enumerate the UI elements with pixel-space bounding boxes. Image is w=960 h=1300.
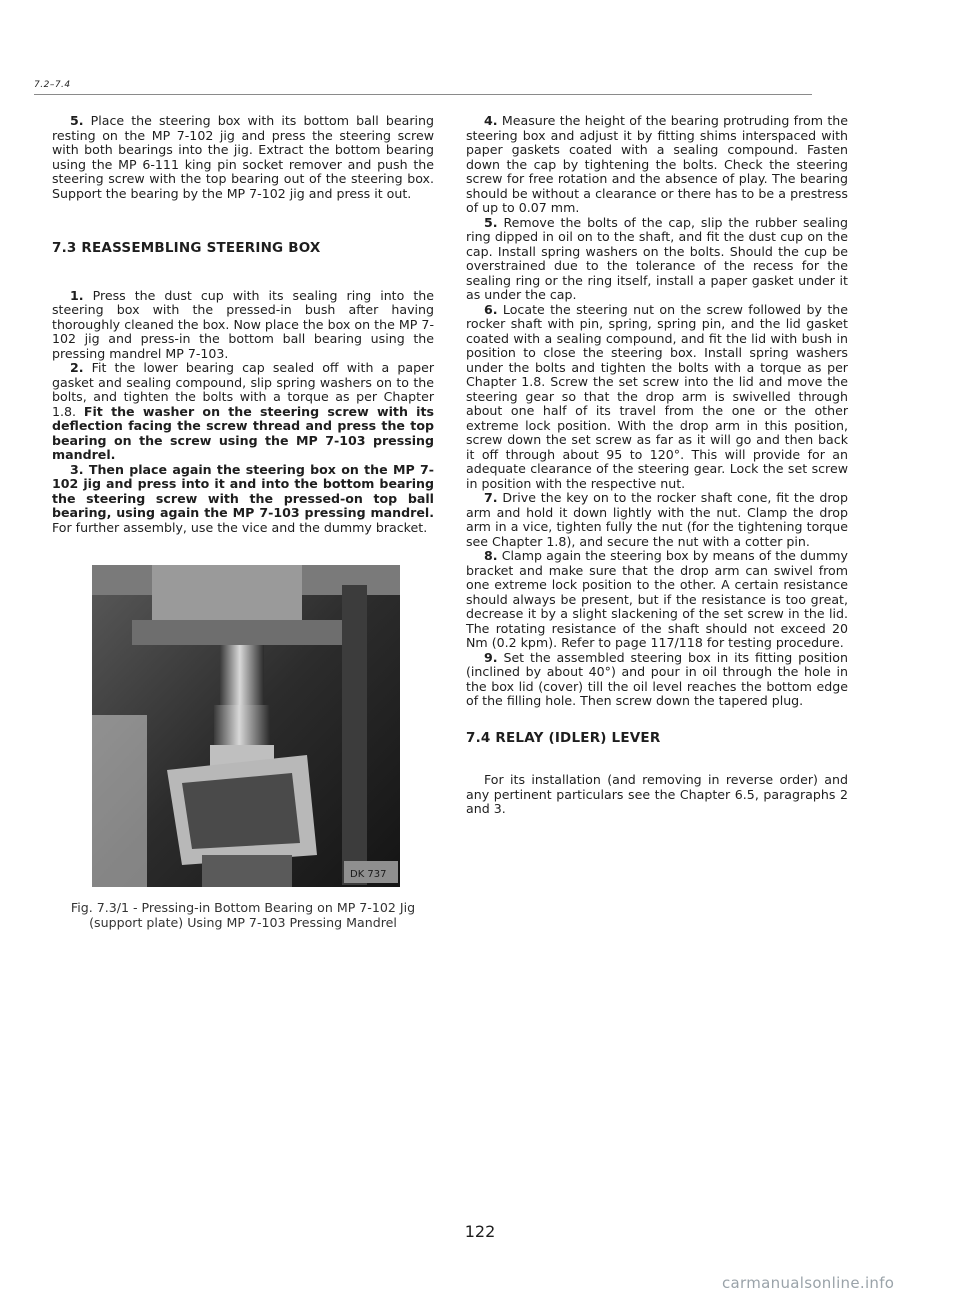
paragraph-disassembly-5	[52, 114, 434, 201]
paragraph-reassembly-2	[52, 361, 434, 463]
step-number: 2.	[70, 360, 84, 375]
left-column	[52, 114, 434, 930]
header-rule	[34, 94, 812, 95]
section-heading-7-4: 7.4 RELAY (IDLER) LEVER	[466, 729, 661, 746]
paragraph-text: Fit the lower bearing cap sealed off with a paper gasket and sealing compound, slip spring washers on to the bolts, and tighten the bolts with a torque as per Chapter 1.8.	[52, 360, 434, 419]
figure-caption: Fig. 7.3/1 - Pressing-in Bottom Bearing on MP 7-102 Jig (support plate) Using MP 7-103 Pressing Mandrel	[70, 900, 416, 930]
step-number: 3.	[70, 461, 84, 477]
step-number: 1.	[70, 287, 84, 303]
page-number: 122	[464, 1222, 496, 1241]
paragraph-text: Press the dust cup with its sealing ring into the steering box with the pressed-in bush after having thoroughly cleaned the box. Now place the box on the MP 7-102 jig and press-in the bottom ball bearing using the pressing mandrel MP 7-103.	[52, 287, 434, 361]
figure-photo	[92, 565, 400, 887]
paragraph-reassembly-5	[466, 216, 848, 303]
step-number: 4.	[484, 113, 498, 128]
paragraph-relay-lever: For its installation (and removing in reverse order) and any pertinent particulars see the Chapter 6.5, paragraphs 2 and 3.	[466, 772, 848, 816]
paragraph-reassembly-3	[52, 463, 434, 536]
paragraph-emphasis: Fit the washer on the steering screw with its deflection facing the screw thread and press the top bearing on the screw using the MP 7-103 pressing mandrel.	[52, 403, 434, 462]
photo-label: DK 737	[350, 869, 387, 880]
step-number: 5.	[484, 214, 498, 230]
section-heading-7-3: 7.3 REASSEMBLING STEERING BOX	[52, 240, 321, 256]
press-photo-illustration	[92, 565, 400, 887]
step-number: 5.	[70, 113, 84, 128]
paragraph-text: Place the steering box with its bottom ball bearing resting on the MP 7-102 jig and press the steering screw with both bearings into the jig. Extract the bottom bearing using the MP 6-111 king pin socket remover and push the steering screw with the top bearing out of the steering box. Support the bearing by the MP 7-102 jig and press it out.	[52, 113, 434, 201]
step-number: 8.	[484, 548, 498, 563]
paragraph-text: Drive the key on to the rocker shaft cone, fit the drop arm and hold it down lightly with the nut. Clamp the drop arm in a vice, tighten fully the nut (for the tightening torque see Chapter 1.8), and secure the nut with a cotter pin.	[466, 490, 848, 549]
right-column	[466, 114, 848, 817]
step-number: 6.	[484, 301, 498, 317]
paragraph-text: Remove the bolts of the cap, slip the rubber sealing ring dipped in oil on to the shaft, and fit the dust cup on the cap. Install spring washers on the bolts. Should the cup be overstrained due to the tolerance of the recess for the sealing ring or the ring itself, install a paper gasket under it as under the cap.	[466, 214, 848, 302]
paragraph-reassembly-7	[466, 491, 848, 549]
paragraph-text: Locate the steering nut on the screw followed by the rocker shaft with pin, spring, spring pin, and the lid gasket coated with a sealing compound, and fit the lid with bush in position to close the steering box. Install spring washers under the bolts and tighten the bolts with a torque as per Chapter 1.8. Screw the set screw into the lid and move the steering gear so that the drop arm is swivelled through about one half of its travel from the one or the other extreme lock position. With the drop arm in this position, screw down the set screw as far as it will go and then back it off through about 95 to 120°. This will provide for an adequate clearance of the steering gear. Lock the set screw in position with the respective nut.	[466, 301, 848, 491]
paragraph-text: For further assembly, use the vice and the dummy bracket.	[52, 519, 428, 535]
paragraph-text: Set the assembled steering box in its fitting position (inclined by about 40°) and pour in oil through the hole in the box lid (cover) till the oil level reaches the bottom edge of the filling hole. Then screw down the tapered plug.	[466, 649, 848, 708]
paragraph-text: Measure the height of the bearing protruding from the steering box and adjust it by fitting shims interspaced with paper gaskets coated with a sealing compound. Fasten down the cap by tightening the bolts. Check the steering screw for free rotation and the absence of play. The bearing should be without a clearance or there has to be a prestress of up to 0.07 mm.	[466, 113, 848, 215]
step-number: 9.	[484, 649, 498, 665]
paragraph-reassembly-6	[466, 303, 848, 492]
paragraph-reassembly-1	[52, 289, 434, 362]
paragraph-reassembly-8	[466, 549, 848, 651]
paragraph-reassembly-9	[466, 651, 848, 709]
paragraph-emphasis: Then place again the steering box on the MP 7-102 jig and press into it and into the bottom bearing the steering screw with the pressed-on top ball bearing, using again the MP 7-103 pressing mandrel.	[52, 461, 434, 520]
watermark: carmanualsonline.info	[722, 1274, 895, 1292]
section-range: 7.2–7.4	[34, 80, 71, 90]
paragraph-text: Clamp again the steering box by means of the dummy bracket and make sure that the drop arm can swivel from one extreme lock position to the other. A certain resistance should always be present, but if the resistance is too great, decrease it by a slight slackening of the set screw in the lid. The rotating resistance of the shaft should not exceed 20 Nm (0.2 kpm). Refer to page 117/118 for testing procedure.	[466, 548, 848, 650]
paragraph-reassembly-4	[466, 114, 848, 216]
step-number: 7.	[484, 490, 498, 505]
